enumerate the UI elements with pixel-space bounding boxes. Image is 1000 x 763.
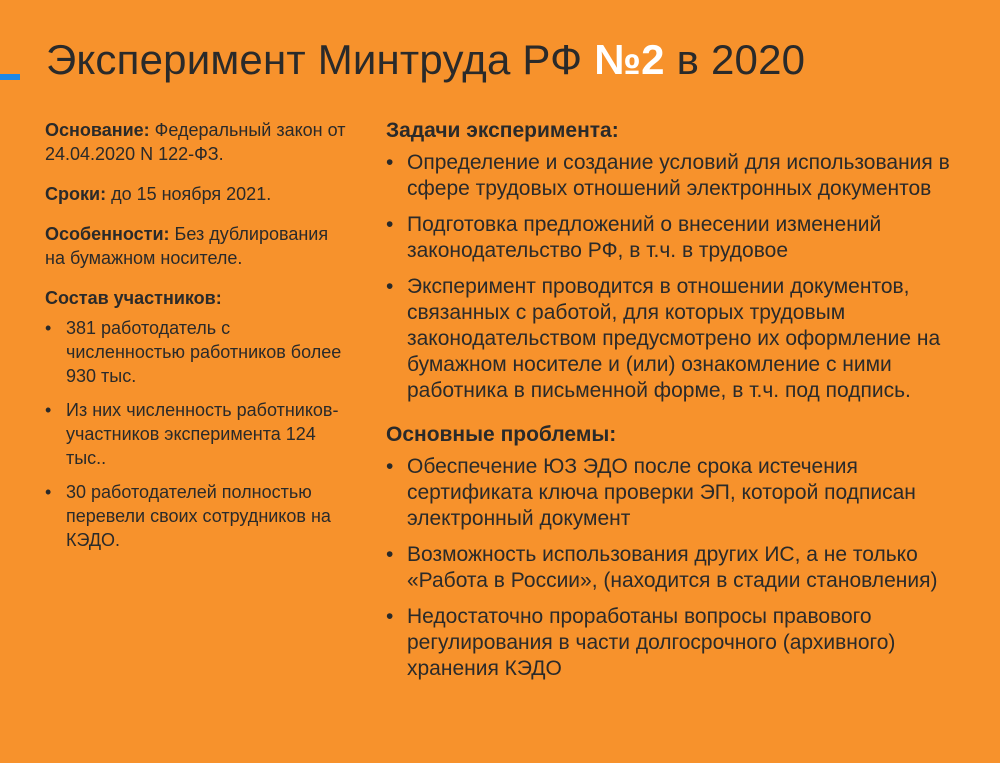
title-number: №2 [594,36,665,83]
bullet-icon: • [386,455,394,478]
bullet-icon: • [386,275,394,298]
list-item-text: Определение и создание условий для использования в сфере трудовых отношений электронных документов [407,151,950,200]
features-text: Без дублирования на бумажном носителе. [45,224,329,268]
terms-text: до 15 ноября 2021. [106,184,272,204]
list-item [45,398,350,470]
title-text: Эксперимент Минтруда РФ [46,36,595,83]
bullet-icon: • [45,318,52,338]
bullet-icon: • [386,213,394,236]
bullet-icon: • [45,482,52,502]
list-item [386,604,976,682]
participants-list [45,316,350,552]
problems-list [386,454,976,682]
bullet-icon: • [386,605,394,628]
basis-paragraph [45,118,350,166]
list-item-text: Обеспечение ЮЗ ЭДО после срока истечения сертификата ключа проверки ЭП, которой подписан электронный документ [407,455,916,530]
list-item [386,454,976,532]
list-item-text: 30 работодателей полностью перевели своих сотрудников на КЭДО. [66,482,331,550]
list-item [45,316,350,388]
terms-label: Сроки: [45,184,107,204]
accent-bar [0,74,20,80]
slide-title [46,36,805,84]
features-paragraph [45,222,350,270]
basis-label: Основание: [45,120,150,140]
list-item-text: Недостаточно проработаны вопросы правового регулирования в части долгосрочного (архивного) хранения КЭДО [407,605,896,680]
bullet-icon: • [45,400,52,420]
list-item-text: Подготовка предложений о внесении изменений законодательство РФ, в т.ч. в трудовое [407,213,882,262]
features-label: Особенности: [45,224,170,244]
basis-text: Федеральный закон от 24.04.2020 N 122-ФЗ. [45,120,346,164]
list-item [386,150,976,202]
left-column [45,118,350,562]
list-item-text: Возможность использования других ИС, а не только «Работа в России», (находится в стадии становления) [407,543,938,592]
list-item [386,274,976,404]
terms-paragraph [45,182,350,206]
list-item-text: 381 работодатель с численностью работников более 930 тыс. [66,318,342,386]
tasks-heading: Задачи эксперимента: [386,119,619,142]
tasks-list [386,150,976,404]
problems-heading: Основные проблемы: [386,423,617,446]
right-column [386,118,976,692]
bullet-icon: • [386,543,394,566]
list-item [45,480,350,552]
list-item [386,542,976,594]
bullet-icon: • [386,151,394,174]
participants-heading: Состав участников: [45,288,222,308]
title-year: в 2020 [664,36,806,83]
list-item-text: Из них численность работников-участников эксперимента 124 тыс.. [66,400,339,468]
list-item-text: Эксперимент проводится в отношении документов, связанных с работой, для которых трудовым законодательством предусмотрено их оформление на бумажном носителе и (или) ознакомление с ними работника в письменной форме, в т.ч. под подпись. [407,275,941,402]
list-item [386,212,976,264]
